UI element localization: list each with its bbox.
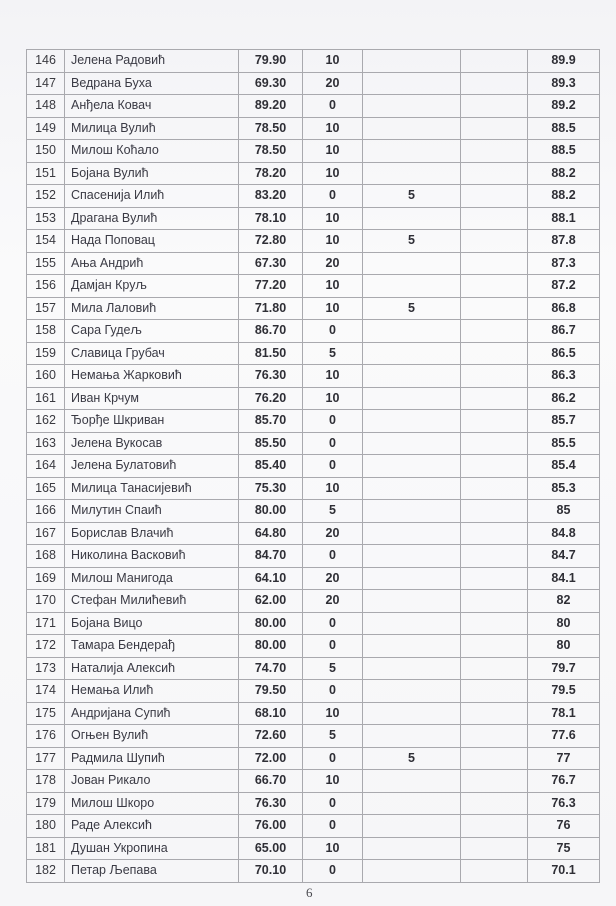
total-score-cell: 86.8 [528, 297, 600, 320]
table-row [27, 770, 600, 793]
score-cell: 84.70 [239, 545, 303, 568]
additional-points-cell [461, 567, 528, 590]
extra-points-cell [363, 72, 461, 95]
bonus-points-cell: 10 [303, 230, 363, 253]
additional-points-cell [461, 860, 528, 883]
total-score-cell: 76 [528, 815, 600, 838]
table-row [27, 635, 600, 658]
bonus-points-cell: 10 [303, 477, 363, 500]
candidate-name-cell: Спасенија Илић [65, 185, 239, 208]
additional-points-cell [461, 230, 528, 253]
additional-points-cell [461, 117, 528, 140]
total-score-cell: 70.1 [528, 860, 600, 883]
candidate-name-cell: Милош Коћало [65, 140, 239, 163]
bonus-points-cell: 10 [303, 365, 363, 388]
row-number-cell: 149 [27, 117, 65, 140]
extra-points-cell [363, 342, 461, 365]
extra-points-cell [363, 770, 461, 793]
bonus-points-cell: 5 [303, 657, 363, 680]
extra-points-cell [363, 612, 461, 635]
row-number-cell: 161 [27, 387, 65, 410]
row-number-cell: 172 [27, 635, 65, 658]
score-cell: 75.30 [239, 477, 303, 500]
extra-points-cell [363, 432, 461, 455]
candidate-name-cell: Бојана Вицо [65, 612, 239, 635]
row-number-cell: 164 [27, 455, 65, 478]
score-cell: 70.10 [239, 860, 303, 883]
additional-points-cell [461, 770, 528, 793]
extra-points-cell [363, 455, 461, 478]
row-number-cell: 180 [27, 815, 65, 838]
bonus-points-cell: 10 [303, 837, 363, 860]
additional-points-cell [461, 162, 528, 185]
score-cell: 80.00 [239, 612, 303, 635]
bonus-points-cell: 20 [303, 252, 363, 275]
additional-points-cell [461, 95, 528, 118]
row-number-cell: 162 [27, 410, 65, 433]
results-table-body [27, 50, 600, 883]
score-cell: 85.70 [239, 410, 303, 433]
table-row [27, 477, 600, 500]
row-number-cell: 175 [27, 702, 65, 725]
bonus-points-cell: 0 [303, 95, 363, 118]
total-score-cell: 89.3 [528, 72, 600, 95]
candidate-name-cell: Милица Вулић [65, 117, 239, 140]
table-row [27, 837, 600, 860]
score-cell: 76.30 [239, 365, 303, 388]
table-row [27, 860, 600, 883]
table-row [27, 162, 600, 185]
score-cell: 76.20 [239, 387, 303, 410]
candidate-name-cell: Анђела Ковач [65, 95, 239, 118]
row-number-cell: 159 [27, 342, 65, 365]
row-number-cell: 156 [27, 275, 65, 298]
row-number-cell: 147 [27, 72, 65, 95]
score-cell: 74.70 [239, 657, 303, 680]
row-number-cell: 160 [27, 365, 65, 388]
row-number-cell: 158 [27, 320, 65, 343]
score-cell: 79.50 [239, 680, 303, 703]
score-cell: 65.00 [239, 837, 303, 860]
candidate-name-cell: Нада Поповац [65, 230, 239, 253]
score-cell: 85.50 [239, 432, 303, 455]
total-score-cell: 82 [528, 590, 600, 613]
total-score-cell: 87.3 [528, 252, 600, 275]
additional-points-cell [461, 590, 528, 613]
table-row [27, 342, 600, 365]
total-score-cell: 86.3 [528, 365, 600, 388]
table-row [27, 185, 600, 208]
total-score-cell: 88.2 [528, 162, 600, 185]
bonus-points-cell: 10 [303, 140, 363, 163]
table-row [27, 432, 600, 455]
total-score-cell: 86.7 [528, 320, 600, 343]
table-row [27, 522, 600, 545]
additional-points-cell [461, 50, 528, 73]
score-cell: 83.20 [239, 185, 303, 208]
score-cell: 72.80 [239, 230, 303, 253]
extra-points-cell [363, 792, 461, 815]
total-score-cell: 76.7 [528, 770, 600, 793]
extra-points-cell [363, 725, 461, 748]
total-score-cell: 87.2 [528, 275, 600, 298]
table-row [27, 365, 600, 388]
candidate-name-cell: Милош Манигода [65, 567, 239, 590]
additional-points-cell [461, 477, 528, 500]
page-number: 6 [306, 885, 313, 900]
score-cell: 78.20 [239, 162, 303, 185]
score-cell: 80.00 [239, 635, 303, 658]
score-cell: 66.70 [239, 770, 303, 793]
total-score-cell: 80 [528, 612, 600, 635]
score-cell: 76.30 [239, 792, 303, 815]
candidate-name-cell: Славица Грубач [65, 342, 239, 365]
additional-points-cell [461, 815, 528, 838]
bonus-points-cell: 10 [303, 207, 363, 230]
additional-points-cell [461, 747, 528, 770]
table-row [27, 95, 600, 118]
extra-points-cell: 5 [363, 297, 461, 320]
score-cell: 78.10 [239, 207, 303, 230]
candidate-name-cell: Стефан Милићевић [65, 590, 239, 613]
total-score-cell: 85.5 [528, 432, 600, 455]
table-row [27, 747, 600, 770]
candidate-name-cell: Ведрана Буха [65, 72, 239, 95]
extra-points-cell [363, 657, 461, 680]
table-row [27, 387, 600, 410]
bonus-points-cell: 10 [303, 770, 363, 793]
extra-points-cell [363, 207, 461, 230]
table-row [27, 207, 600, 230]
total-score-cell: 86.5 [528, 342, 600, 365]
row-number-cell: 163 [27, 432, 65, 455]
score-cell: 71.80 [239, 297, 303, 320]
row-number-cell: 167 [27, 522, 65, 545]
row-number-cell: 171 [27, 612, 65, 635]
extra-points-cell [363, 50, 461, 73]
row-number-cell: 170 [27, 590, 65, 613]
row-number-cell: 154 [27, 230, 65, 253]
extra-points-cell [363, 635, 461, 658]
bonus-points-cell: 0 [303, 185, 363, 208]
results-table [26, 49, 600, 883]
extra-points-cell [363, 410, 461, 433]
total-score-cell: 85.3 [528, 477, 600, 500]
candidate-name-cell: Милица Танасијевић [65, 477, 239, 500]
bonus-points-cell: 0 [303, 747, 363, 770]
additional-points-cell [461, 72, 528, 95]
table-row [27, 117, 600, 140]
candidate-name-cell: Ања Андрић [65, 252, 239, 275]
bonus-points-cell: 0 [303, 815, 363, 838]
total-score-cell: 80 [528, 635, 600, 658]
score-cell: 67.30 [239, 252, 303, 275]
extra-points-cell [363, 95, 461, 118]
bonus-points-cell: 10 [303, 702, 363, 725]
extra-points-cell [363, 477, 461, 500]
total-score-cell: 75 [528, 837, 600, 860]
total-score-cell: 85.4 [528, 455, 600, 478]
bonus-points-cell: 0 [303, 635, 363, 658]
extra-points-cell [363, 275, 461, 298]
bonus-points-cell: 5 [303, 500, 363, 523]
candidate-name-cell: Петар Љепава [65, 860, 239, 883]
candidate-name-cell: Милутин Спаић [65, 500, 239, 523]
score-cell: 85.40 [239, 455, 303, 478]
extra-points-cell [363, 567, 461, 590]
candidate-name-cell: Јован Рикало [65, 770, 239, 793]
additional-points-cell [461, 320, 528, 343]
table-row [27, 815, 600, 838]
candidate-name-cell: Огњен Вулић [65, 725, 239, 748]
row-number-cell: 174 [27, 680, 65, 703]
row-number-cell: 177 [27, 747, 65, 770]
additional-points-cell [461, 297, 528, 320]
row-number-cell: 150 [27, 140, 65, 163]
table-row [27, 320, 600, 343]
table-row [27, 792, 600, 815]
extra-points-cell [363, 140, 461, 163]
bonus-points-cell: 0 [303, 860, 363, 883]
total-score-cell: 88.1 [528, 207, 600, 230]
bonus-points-cell: 20 [303, 522, 363, 545]
extra-points-cell [363, 365, 461, 388]
additional-points-cell [461, 522, 528, 545]
bonus-points-cell: 0 [303, 545, 363, 568]
candidate-name-cell: Јелена Радовић [65, 50, 239, 73]
score-cell: 72.00 [239, 747, 303, 770]
score-cell: 89.20 [239, 95, 303, 118]
extra-points-cell: 5 [363, 230, 461, 253]
bonus-points-cell: 5 [303, 342, 363, 365]
row-number-cell: 155 [27, 252, 65, 275]
candidate-name-cell: Наталија Алексић [65, 657, 239, 680]
candidate-name-cell: Немања Жарковић [65, 365, 239, 388]
extra-points-cell [363, 815, 461, 838]
candidate-name-cell: Драгана Вулић [65, 207, 239, 230]
bonus-points-cell: 0 [303, 410, 363, 433]
total-score-cell: 88.5 [528, 117, 600, 140]
additional-points-cell [461, 252, 528, 275]
additional-points-cell [461, 635, 528, 658]
row-number-cell: 168 [27, 545, 65, 568]
table-row [27, 230, 600, 253]
row-number-cell: 151 [27, 162, 65, 185]
table-row [27, 590, 600, 613]
total-score-cell: 88.5 [528, 140, 600, 163]
extra-points-cell [363, 500, 461, 523]
bonus-points-cell: 0 [303, 320, 363, 343]
row-number-cell: 169 [27, 567, 65, 590]
extra-points-cell [363, 680, 461, 703]
candidate-name-cell: Душан Укропина [65, 837, 239, 860]
score-cell: 78.50 [239, 117, 303, 140]
bonus-points-cell: 10 [303, 117, 363, 140]
candidate-name-cell: Дамјан Круљ [65, 275, 239, 298]
total-score-cell: 89.9 [528, 50, 600, 73]
candidate-name-cell: Милош Шкоро [65, 792, 239, 815]
table-row [27, 297, 600, 320]
extra-points-cell [363, 837, 461, 860]
bonus-points-cell: 5 [303, 725, 363, 748]
candidate-name-cell: Борислав Влачић [65, 522, 239, 545]
bonus-points-cell: 0 [303, 680, 363, 703]
score-cell: 77.20 [239, 275, 303, 298]
additional-points-cell [461, 837, 528, 860]
candidate-name-cell: Мила Лаловић [65, 297, 239, 320]
row-number-cell: 182 [27, 860, 65, 883]
total-score-cell: 79.7 [528, 657, 600, 680]
total-score-cell: 76.3 [528, 792, 600, 815]
total-score-cell: 87.8 [528, 230, 600, 253]
bonus-points-cell: 0 [303, 792, 363, 815]
total-score-cell: 84.8 [528, 522, 600, 545]
candidate-name-cell: Ђорђе Шкриван [65, 410, 239, 433]
additional-points-cell [461, 500, 528, 523]
row-number-cell: 178 [27, 770, 65, 793]
row-number-cell: 153 [27, 207, 65, 230]
additional-points-cell [461, 657, 528, 680]
additional-points-cell [461, 612, 528, 635]
table-row [27, 612, 600, 635]
row-number-cell: 157 [27, 297, 65, 320]
extra-points-cell: 5 [363, 747, 461, 770]
candidate-name-cell: Раде Алексић [65, 815, 239, 838]
candidate-name-cell: Бојана Вулић [65, 162, 239, 185]
score-cell: 72.60 [239, 725, 303, 748]
candidate-name-cell: Андријана Супић [65, 702, 239, 725]
table-row [27, 140, 600, 163]
extra-points-cell [363, 702, 461, 725]
additional-points-cell [461, 387, 528, 410]
additional-points-cell [461, 207, 528, 230]
score-cell: 62.00 [239, 590, 303, 613]
score-cell: 68.10 [239, 702, 303, 725]
bonus-points-cell: 20 [303, 590, 363, 613]
row-number-cell: 146 [27, 50, 65, 73]
table-row [27, 657, 600, 680]
row-number-cell: 179 [27, 792, 65, 815]
table-row [27, 702, 600, 725]
candidate-name-cell: Тамара Бендерађ [65, 635, 239, 658]
table-row [27, 50, 600, 73]
additional-points-cell [461, 792, 528, 815]
candidate-name-cell: Сара Гудељ [65, 320, 239, 343]
additional-points-cell [461, 432, 528, 455]
score-cell: 64.10 [239, 567, 303, 590]
table-row [27, 545, 600, 568]
candidate-name-cell: Јелена Булатовић [65, 455, 239, 478]
additional-points-cell [461, 725, 528, 748]
total-score-cell: 79.5 [528, 680, 600, 703]
table-row [27, 275, 600, 298]
table-row [27, 500, 600, 523]
additional-points-cell [461, 702, 528, 725]
bonus-points-cell: 10 [303, 275, 363, 298]
row-number-cell: 166 [27, 500, 65, 523]
bonus-points-cell: 0 [303, 432, 363, 455]
extra-points-cell [363, 252, 461, 275]
extra-points-cell [363, 860, 461, 883]
total-score-cell: 84.1 [528, 567, 600, 590]
bonus-points-cell: 10 [303, 162, 363, 185]
score-cell: 78.50 [239, 140, 303, 163]
table-row [27, 567, 600, 590]
extra-points-cell [363, 320, 461, 343]
total-score-cell: 77 [528, 747, 600, 770]
extra-points-cell [363, 162, 461, 185]
additional-points-cell [461, 365, 528, 388]
total-score-cell: 84.7 [528, 545, 600, 568]
total-score-cell: 89.2 [528, 95, 600, 118]
candidate-name-cell: Немања Илић [65, 680, 239, 703]
candidate-name-cell: Николина Васковић [65, 545, 239, 568]
extra-points-cell [363, 545, 461, 568]
table-row [27, 410, 600, 433]
table-row [27, 725, 600, 748]
score-cell: 64.80 [239, 522, 303, 545]
additional-points-cell [461, 140, 528, 163]
table-row [27, 252, 600, 275]
additional-points-cell [461, 410, 528, 433]
total-score-cell: 86.2 [528, 387, 600, 410]
score-cell: 86.70 [239, 320, 303, 343]
bonus-points-cell: 10 [303, 297, 363, 320]
additional-points-cell [461, 275, 528, 298]
candidate-name-cell: Радмила Шупић [65, 747, 239, 770]
row-number-cell: 181 [27, 837, 65, 860]
additional-points-cell [461, 455, 528, 478]
row-number-cell: 173 [27, 657, 65, 680]
additional-points-cell [461, 185, 528, 208]
candidate-name-cell: Јелена Вукосав [65, 432, 239, 455]
bonus-points-cell: 10 [303, 50, 363, 73]
row-number-cell: 148 [27, 95, 65, 118]
score-cell: 80.00 [239, 500, 303, 523]
extra-points-cell: 5 [363, 185, 461, 208]
total-score-cell: 78.1 [528, 702, 600, 725]
score-cell: 79.90 [239, 50, 303, 73]
bonus-points-cell: 10 [303, 387, 363, 410]
extra-points-cell [363, 117, 461, 140]
total-score-cell: 88.2 [528, 185, 600, 208]
row-number-cell: 176 [27, 725, 65, 748]
total-score-cell: 77.6 [528, 725, 600, 748]
additional-points-cell [461, 680, 528, 703]
total-score-cell: 85 [528, 500, 600, 523]
extra-points-cell [363, 387, 461, 410]
bonus-points-cell: 20 [303, 567, 363, 590]
score-cell: 81.50 [239, 342, 303, 365]
table-row [27, 72, 600, 95]
additional-points-cell [461, 342, 528, 365]
bonus-points-cell: 0 [303, 455, 363, 478]
table-row [27, 455, 600, 478]
bonus-points-cell: 0 [303, 612, 363, 635]
row-number-cell: 165 [27, 477, 65, 500]
extra-points-cell [363, 522, 461, 545]
table-row [27, 680, 600, 703]
candidate-name-cell: Иван Крчум [65, 387, 239, 410]
row-number-cell: 152 [27, 185, 65, 208]
score-cell: 76.00 [239, 815, 303, 838]
bonus-points-cell: 20 [303, 72, 363, 95]
extra-points-cell [363, 590, 461, 613]
score-cell: 69.30 [239, 72, 303, 95]
additional-points-cell [461, 545, 528, 568]
total-score-cell: 85.7 [528, 410, 600, 433]
